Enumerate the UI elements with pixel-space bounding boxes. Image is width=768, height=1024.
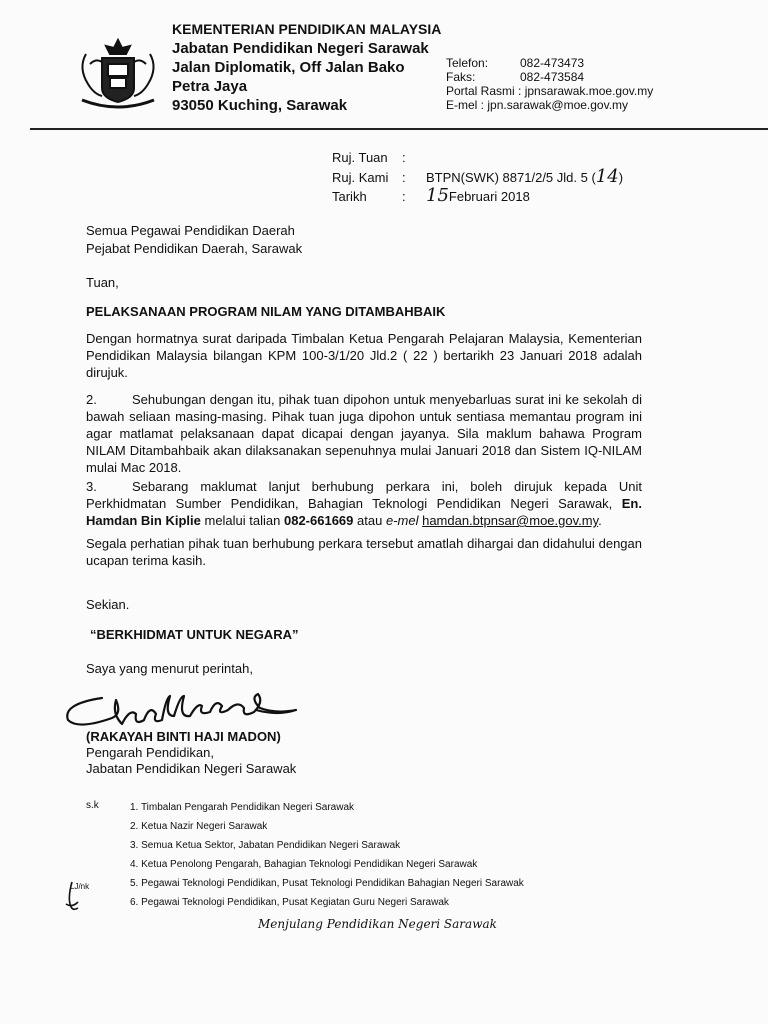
letter-subject: PELAKSANAAN PROGRAM NILAM YANG DITAMBAHBAIK (86, 304, 446, 319)
list-item: 1. Timbalan Pengarah Pendidikan Negeri Sarawak (130, 802, 355, 813)
footer-motto: Menjulang Pendidikan Negeri Sarawak (258, 917, 497, 931)
salutation: Tuan, (86, 275, 119, 290)
header-divider (30, 128, 768, 130)
closing-sekian: Sekian. (86, 597, 130, 612)
list-item: 4. Ketua Penolong Pengarah, Bahagian Teknologi Pendidikan Negeri Sarawak (130, 859, 478, 870)
sk-label: s.k (86, 800, 99, 811)
handwritten-signature (62, 684, 332, 732)
list-item: 5. Pegawai Teknologi Pendidikan, Pusat Teknologi Pendidikan Bahagian Negeri Sarawak (130, 878, 524, 889)
contact-fax: Faks: 082-473584 (446, 70, 585, 84)
address-line-2: Petra Jaya (172, 78, 248, 95)
signatory-dept: Jabatan Pendidikan Negeri Sarawak (86, 761, 297, 776)
reference-block (332, 149, 623, 207)
signatory-block (86, 729, 296, 777)
recipient-block: Semua Pegawai Pendidikan Daerah Pejabat Pendidikan Daerah, Sarawak (86, 223, 303, 256)
closing-saya: Saya yang menurut perintah, (86, 661, 253, 676)
contact-phone: Telefon: 082-473473 (446, 56, 585, 70)
contact-email-link[interactable]: hamdan.btpnsar@moe.gov.my (422, 513, 599, 528)
handwritten-date-day: 15 (426, 185, 449, 206)
list-item: 2. Ketua Nazir Negeri Sarawak (130, 821, 268, 832)
cc-list (130, 798, 524, 912)
ruj-tuan-row: Ruj. Tuan : (332, 150, 406, 165)
handwritten-ref-number: 14 (595, 165, 619, 187)
list-item: 6. Pegawai Teknologi Pendidikan, Pusat Kegiatan Guru Negeri Sarawak (130, 897, 449, 908)
closing-motto: “BERKHIDMAT UNTUK NEGARA” (90, 627, 299, 642)
paragraph-4: Segala perhatian pihak tuan berhubung perkara tersebut amatlah dihargai dan didahului dengan ucapan terima kasih. (86, 536, 642, 568)
ministry-name: KEMENTERIAN PENDIDIKAN MALAYSIA (172, 21, 442, 37)
paragraph-1: Dengan hormatnya surat daripada Timbalan Ketua Pengarah Pelajaran Malaysia, Kementerian Pendidikan Malaysia bilangan KPM 100-3/1/20 Jld.2 ( 22 ) bertarikh 23 Januari 2018 adalah dirujuk. (86, 331, 642, 380)
signatory-title: Pengarah Pendidikan, (86, 745, 214, 760)
coat-of-arms-logo (72, 34, 164, 116)
letterhead (172, 20, 441, 115)
tarikh-row: Tarikh : 15Februari 2018 (332, 185, 530, 206)
paragraph-3: 3. Sebarang maklumat lanjut berhubung perkara ini, boleh dirujuk kepada Unit Perkhidmatan Sumber Pendidikan, Bahagian Teknologi Pendidikan Negeri Sarawak, En. Hamdan Bin Kiplie melalui talian 082-661669 atau e-mel hamdan.btpnsar@moe.gov.my. (86, 479, 642, 528)
address-line-1: Jalan Diplomatik, Off Jalan Bako (172, 59, 405, 76)
contact-block (446, 56, 653, 112)
department-name: Jabatan Pendidikan Negeri Sarawak (172, 40, 429, 57)
signatory-name: (RAKAYAH BINTI HAJI MADON) (86, 729, 281, 744)
reference-initials: LJ/nk (70, 882, 90, 891)
ruj-kami-row: Ruj. Kami : BTPN(SWK) 8871/2/5 Jld. 5 (14) (332, 165, 624, 187)
contact-email: E-mel : jpn.sarawak@moe.gov.my (446, 98, 629, 112)
contact-portal: Portal Rasmi : jpnsarawak.moe.gov.my (446, 84, 654, 98)
paragraph-2: 2. Sehubungan dengan itu, pihak tuan dipohon untuk menyebarluas surat ini ke sekolah di bawah seliaan masing-masing. Pihak tuan juga dipohon untuk sentiasa memantau program ini agar matlamat pelaksanaan dapat dicapai dengan jayanya. Sila maklum bahawa Program NILAM Ditambahbaik akan dilaksanakan sepenuhnya mulai Januari 2018 dan Sistem IQ-NILAM mulai Mac 2018. (86, 392, 642, 475)
list-item: 3. Semua Ketua Sektor, Jabatan Pendidikan Negeri Sarawak (130, 840, 401, 851)
address-line-3: 93050 Kuching, Sarawak (172, 97, 348, 114)
